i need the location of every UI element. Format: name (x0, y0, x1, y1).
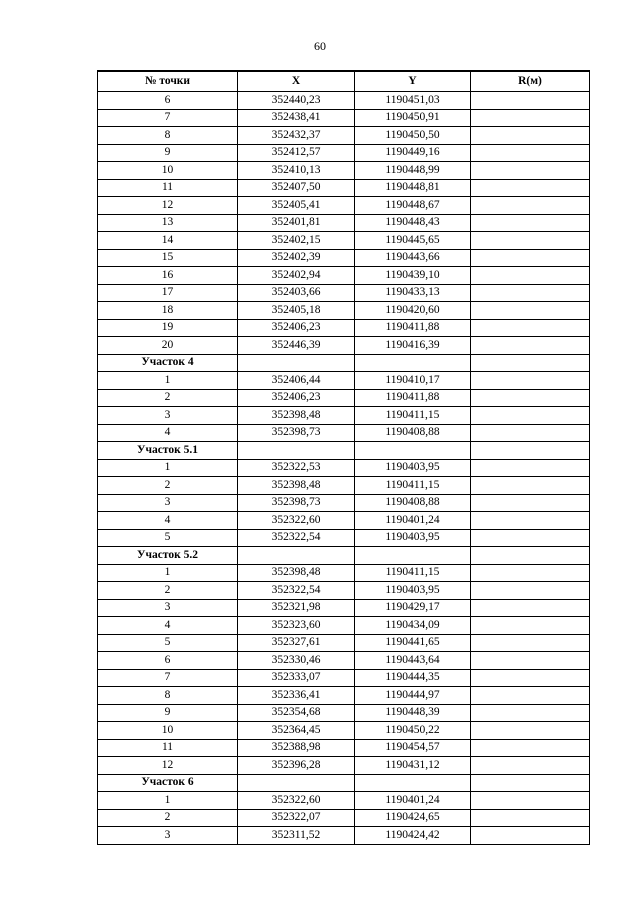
radius-cell (471, 582, 590, 600)
x-cell: 352402,15 (238, 232, 355, 250)
y-cell: 1190411,15 (355, 407, 471, 425)
x-cell: 352405,41 (238, 197, 355, 215)
empty-cell (238, 354, 355, 372)
header-point-number: № точки (98, 71, 238, 92)
y-cell: 1190403,95 (355, 582, 471, 600)
coordinates-table (97, 70, 590, 845)
table-row (98, 162, 590, 180)
point-number-cell: 1 (98, 792, 238, 810)
table-row (98, 179, 590, 197)
point-number-cell: 3 (98, 827, 238, 845)
radius-cell (471, 652, 590, 670)
table-row (98, 127, 590, 145)
table-body (98, 92, 590, 845)
point-number-cell: 5 (98, 634, 238, 652)
radius-cell (471, 617, 590, 635)
radius-cell (471, 424, 590, 442)
x-cell: 352322,07 (238, 809, 355, 827)
y-cell: 1190454,57 (355, 739, 471, 757)
section-row (98, 774, 590, 792)
x-cell: 352396,28 (238, 757, 355, 775)
table-header-row (98, 71, 590, 92)
table-row (98, 319, 590, 337)
radius-cell (471, 757, 590, 775)
point-number-cell: 3 (98, 494, 238, 512)
y-cell: 1190424,42 (355, 827, 471, 845)
y-cell: 1190448,39 (355, 704, 471, 722)
y-cell: 1190408,88 (355, 424, 471, 442)
point-number-cell: 12 (98, 757, 238, 775)
radius-cell (471, 127, 590, 145)
x-cell: 352398,73 (238, 494, 355, 512)
x-cell: 352322,54 (238, 529, 355, 547)
point-number-cell: 13 (98, 214, 238, 232)
radius-cell (471, 494, 590, 512)
y-cell: 1190450,50 (355, 127, 471, 145)
point-number-cell: 12 (98, 197, 238, 215)
table-row (98, 372, 590, 390)
point-number-cell: 10 (98, 162, 238, 180)
point-number-cell: 8 (98, 687, 238, 705)
empty-cell (471, 547, 590, 565)
header-x: X (238, 71, 355, 92)
x-cell: 352406,23 (238, 319, 355, 337)
x-cell: 352322,53 (238, 459, 355, 477)
table-row (98, 424, 590, 442)
table-row (98, 267, 590, 285)
point-number-cell: 17 (98, 284, 238, 302)
radius-cell (471, 459, 590, 477)
point-number-cell: 8 (98, 127, 238, 145)
radius-cell (471, 669, 590, 687)
point-number-cell: 1 (98, 564, 238, 582)
empty-cell (238, 774, 355, 792)
x-cell: 352406,23 (238, 389, 355, 407)
table-row (98, 792, 590, 810)
section-label: Участок 5.2 (98, 547, 238, 565)
x-cell: 352402,39 (238, 249, 355, 267)
point-number-cell: 20 (98, 337, 238, 355)
section-label: Участок 5.1 (98, 442, 238, 460)
radius-cell (471, 687, 590, 705)
point-number-cell: 2 (98, 809, 238, 827)
y-cell: 1190444,97 (355, 687, 471, 705)
x-cell: 352311,52 (238, 827, 355, 845)
x-cell: 352403,66 (238, 284, 355, 302)
x-cell: 352438,41 (238, 109, 355, 127)
table-row (98, 389, 590, 407)
x-cell: 352322,54 (238, 582, 355, 600)
radius-cell (471, 249, 590, 267)
table-row (98, 704, 590, 722)
y-cell: 1190411,15 (355, 477, 471, 495)
table-row (98, 669, 590, 687)
x-cell: 352388,98 (238, 739, 355, 757)
table-row (98, 722, 590, 740)
y-cell: 1190451,03 (355, 92, 471, 110)
table-row (98, 512, 590, 530)
point-number-cell: 5 (98, 529, 238, 547)
y-cell: 1190411,88 (355, 389, 471, 407)
point-number-cell: 19 (98, 319, 238, 337)
y-cell: 1190450,91 (355, 109, 471, 127)
table-row (98, 407, 590, 425)
point-number-cell: 4 (98, 512, 238, 530)
point-number-cell: 6 (98, 652, 238, 670)
x-cell: 352398,48 (238, 407, 355, 425)
point-number-cell: 1 (98, 372, 238, 390)
table-row (98, 652, 590, 670)
point-number-cell: 10 (98, 722, 238, 740)
point-number-cell: 16 (98, 267, 238, 285)
radius-cell (471, 722, 590, 740)
empty-cell (471, 354, 590, 372)
x-cell: 352398,48 (238, 564, 355, 582)
x-cell: 352321,98 (238, 599, 355, 617)
y-cell: 1190410,17 (355, 372, 471, 390)
table-row (98, 232, 590, 250)
radius-cell (471, 564, 590, 582)
table-row (98, 109, 590, 127)
empty-cell (355, 774, 471, 792)
y-cell: 1190433,13 (355, 284, 471, 302)
table-row (98, 564, 590, 582)
y-cell: 1190429,17 (355, 599, 471, 617)
section-row (98, 547, 590, 565)
x-cell: 352410,13 (238, 162, 355, 180)
y-cell: 1190403,95 (355, 459, 471, 477)
y-cell: 1190448,99 (355, 162, 471, 180)
y-cell: 1190445,65 (355, 232, 471, 250)
x-cell: 352401,81 (238, 214, 355, 232)
table-row (98, 599, 590, 617)
table-row (98, 197, 590, 215)
table-row (98, 284, 590, 302)
x-cell: 352323,60 (238, 617, 355, 635)
header-radius: R(м) (471, 71, 590, 92)
y-cell: 1190424,65 (355, 809, 471, 827)
point-number-cell: 2 (98, 582, 238, 600)
empty-cell (355, 442, 471, 460)
table-row (98, 249, 590, 267)
radius-cell (471, 477, 590, 495)
table-row (98, 144, 590, 162)
y-cell: 1190408,88 (355, 494, 471, 512)
table-row (98, 477, 590, 495)
point-number-cell: 11 (98, 739, 238, 757)
table-row (98, 529, 590, 547)
y-cell: 1190441,65 (355, 634, 471, 652)
x-cell: 352333,07 (238, 669, 355, 687)
point-number-cell: 4 (98, 617, 238, 635)
x-cell: 352398,73 (238, 424, 355, 442)
radius-cell (471, 92, 590, 110)
x-cell: 352432,37 (238, 127, 355, 145)
header-y: Y (355, 71, 471, 92)
table-row (98, 494, 590, 512)
point-number-cell: 6 (98, 92, 238, 110)
radius-cell (471, 267, 590, 285)
radius-cell (471, 512, 590, 530)
y-cell: 1190416,39 (355, 337, 471, 355)
x-cell: 352412,57 (238, 144, 355, 162)
x-cell: 352440,23 (238, 92, 355, 110)
y-cell: 1190448,81 (355, 179, 471, 197)
x-cell: 352364,45 (238, 722, 355, 740)
radius-cell (471, 739, 590, 757)
radius-cell (471, 809, 590, 827)
radius-cell (471, 792, 590, 810)
x-cell: 352322,60 (238, 512, 355, 530)
y-cell: 1190431,12 (355, 757, 471, 775)
radius-cell (471, 389, 590, 407)
x-cell: 352322,60 (238, 792, 355, 810)
point-number-cell: 9 (98, 704, 238, 722)
empty-cell (238, 547, 355, 565)
x-cell: 352354,68 (238, 704, 355, 722)
point-number-cell: 3 (98, 407, 238, 425)
y-cell: 1190401,24 (355, 512, 471, 530)
y-cell: 1190449,16 (355, 144, 471, 162)
point-number-cell: 4 (98, 424, 238, 442)
x-cell: 352406,44 (238, 372, 355, 390)
radius-cell (471, 144, 590, 162)
point-number-cell: 14 (98, 232, 238, 250)
radius-cell (471, 634, 590, 652)
radius-cell (471, 337, 590, 355)
empty-cell (471, 774, 590, 792)
radius-cell (471, 284, 590, 302)
radius-cell (471, 407, 590, 425)
section-label: Участок 4 (98, 354, 238, 372)
radius-cell (471, 827, 590, 845)
y-cell: 1190444,35 (355, 669, 471, 687)
radius-cell (471, 162, 590, 180)
x-cell: 352336,41 (238, 687, 355, 705)
x-cell: 352446,39 (238, 337, 355, 355)
point-number-cell: 7 (98, 669, 238, 687)
radius-cell (471, 179, 590, 197)
table-row (98, 214, 590, 232)
table-row (98, 92, 590, 110)
x-cell: 352405,18 (238, 302, 355, 320)
section-row (98, 354, 590, 372)
radius-cell (471, 197, 590, 215)
y-cell: 1190420,60 (355, 302, 471, 320)
empty-cell (238, 442, 355, 460)
table-row (98, 827, 590, 845)
table-row (98, 582, 590, 600)
table-row (98, 337, 590, 355)
empty-cell (471, 442, 590, 460)
table-row (98, 634, 590, 652)
point-number-cell: 15 (98, 249, 238, 267)
radius-cell (471, 599, 590, 617)
table-row (98, 617, 590, 635)
y-cell: 1190443,64 (355, 652, 471, 670)
x-cell: 352327,61 (238, 634, 355, 652)
empty-cell (355, 547, 471, 565)
y-cell: 1190439,10 (355, 267, 471, 285)
radius-cell (471, 232, 590, 250)
table-row (98, 302, 590, 320)
radius-cell (471, 529, 590, 547)
radius-cell (471, 319, 590, 337)
y-cell: 1190443,66 (355, 249, 471, 267)
y-cell: 1190448,43 (355, 214, 471, 232)
y-cell: 1190411,88 (355, 319, 471, 337)
radius-cell (471, 109, 590, 127)
point-number-cell: 3 (98, 599, 238, 617)
page-number: 60 (314, 39, 326, 53)
x-cell: 352398,48 (238, 477, 355, 495)
y-cell: 1190403,95 (355, 529, 471, 547)
point-number-cell: 2 (98, 389, 238, 407)
x-cell: 352407,50 (238, 179, 355, 197)
table-row (98, 739, 590, 757)
point-number-cell: 2 (98, 477, 238, 495)
empty-cell (355, 354, 471, 372)
y-cell: 1190401,24 (355, 792, 471, 810)
y-cell: 1190448,67 (355, 197, 471, 215)
section-label: Участок 6 (98, 774, 238, 792)
table-row (98, 809, 590, 827)
x-cell: 352402,94 (238, 267, 355, 285)
table-row (98, 687, 590, 705)
point-number-cell: 9 (98, 144, 238, 162)
point-number-cell: 18 (98, 302, 238, 320)
radius-cell (471, 214, 590, 232)
y-cell: 1190434,09 (355, 617, 471, 635)
section-row (98, 442, 590, 460)
radius-cell (471, 372, 590, 390)
y-cell: 1190450,22 (355, 722, 471, 740)
radius-cell (471, 302, 590, 320)
table-row (98, 757, 590, 775)
radius-cell (471, 704, 590, 722)
y-cell: 1190411,15 (355, 564, 471, 582)
point-number-cell: 1 (98, 459, 238, 477)
table-row (98, 459, 590, 477)
x-cell: 352330,46 (238, 652, 355, 670)
point-number-cell: 11 (98, 179, 238, 197)
point-number-cell: 7 (98, 109, 238, 127)
